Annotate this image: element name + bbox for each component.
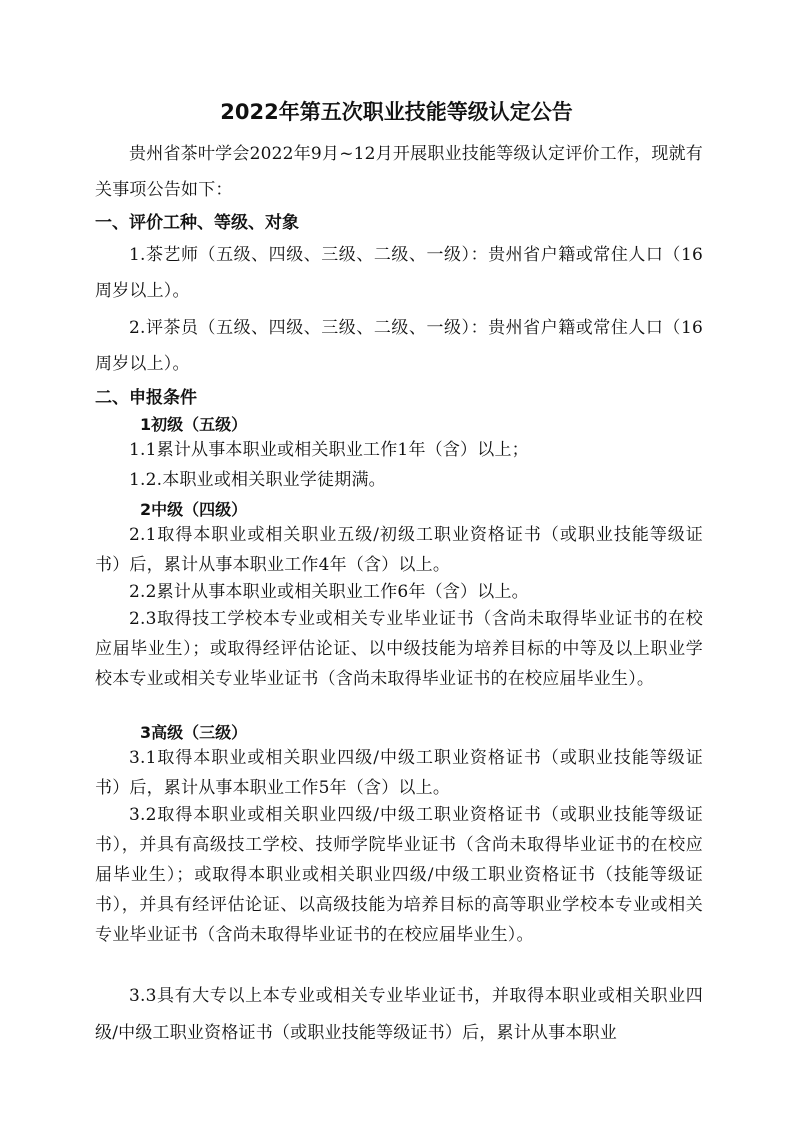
level-heading-4: 2中级（四级） — [140, 500, 248, 519]
list-item-tea-artist: 1.茶艺师（五级、四级、三级、二级、一级）：贵州省户籍或常住人口（16周岁以上）。 — [95, 245, 703, 301]
level-heading-3: 3高级（三级） — [140, 723, 248, 742]
requirement-2-2: 2.2累计从事本职业或相关职业工作6年（含）以上。 — [129, 582, 529, 602]
requirement-3-1: 3.1取得本职业或相关职业四级/中级工职业资格证书（或职业技能等级证书）后，累计从事本职业工作5年（含）以上。 — [95, 748, 703, 798]
requirement-3-2: 3.2取得本职业或相关职业四级/中级工职业资格证书（或职业技能等级证书），并具有高级技工学校、技师学院毕业证书（含尚未取得毕业证书的在校应届毕业生）；或取得本职业或相关职业四级/中级工职业资格证书（技能等级证书），并具有经评估论证、以高级技能为培养目标的高等职业学校本专业或相关专业毕业证书（含尚未取得毕业证书的在校应届毕业生）。 — [95, 805, 703, 945]
intro-paragraph: 贵州省茶叶学会2022年9月~12月开展职业技能等级认定评价工作，现就有关事项公告如下： — [95, 144, 703, 200]
section-heading-evaluation: 一、评价工种、等级、对象 — [95, 213, 299, 233]
level-heading-5: 1初级（五级） — [140, 415, 248, 434]
requirement-2-1: 2.1取得本职业或相关职业五级/初级工职业资格证书（或职业技能等级证书）后，累计从事本职业工作4年（含）以上。 — [95, 525, 703, 575]
requirement-1-1: 1.1累计从事本职业或相关职业工作1年（含）以上； — [129, 440, 529, 460]
requirement-2-3: 2.3取得技工学校本专业或相关专业毕业证书（含尚未取得毕业证书的在校应届毕业生）；或取得经评估论证、以中级技能为培养目标的中等及以上职业学校本专业或相关专业毕业证书（含尚未取得毕业证书的在校应届毕业生）。 — [95, 609, 703, 689]
section-heading-requirements: 二、申报条件 — [95, 388, 197, 408]
requirement-1-2: 1.2.本职业或相关职业学徒期满。 — [129, 470, 386, 490]
list-item-tea-taster: 2.评茶员（五级、四级、三级、二级、一级）：贵州省户籍或常住人口（16周岁以上）。 — [95, 318, 703, 374]
requirement-3-3: 3.3具有大专以上本专业或相关专业毕业证书，并取得本职业或相关职业四级/中级工职业资格证书（或职业技能等级证书）后，累计从事本职业 — [95, 986, 703, 1043]
document-title: 2022年第五次职业技能等级认定公告 — [220, 100, 573, 124]
